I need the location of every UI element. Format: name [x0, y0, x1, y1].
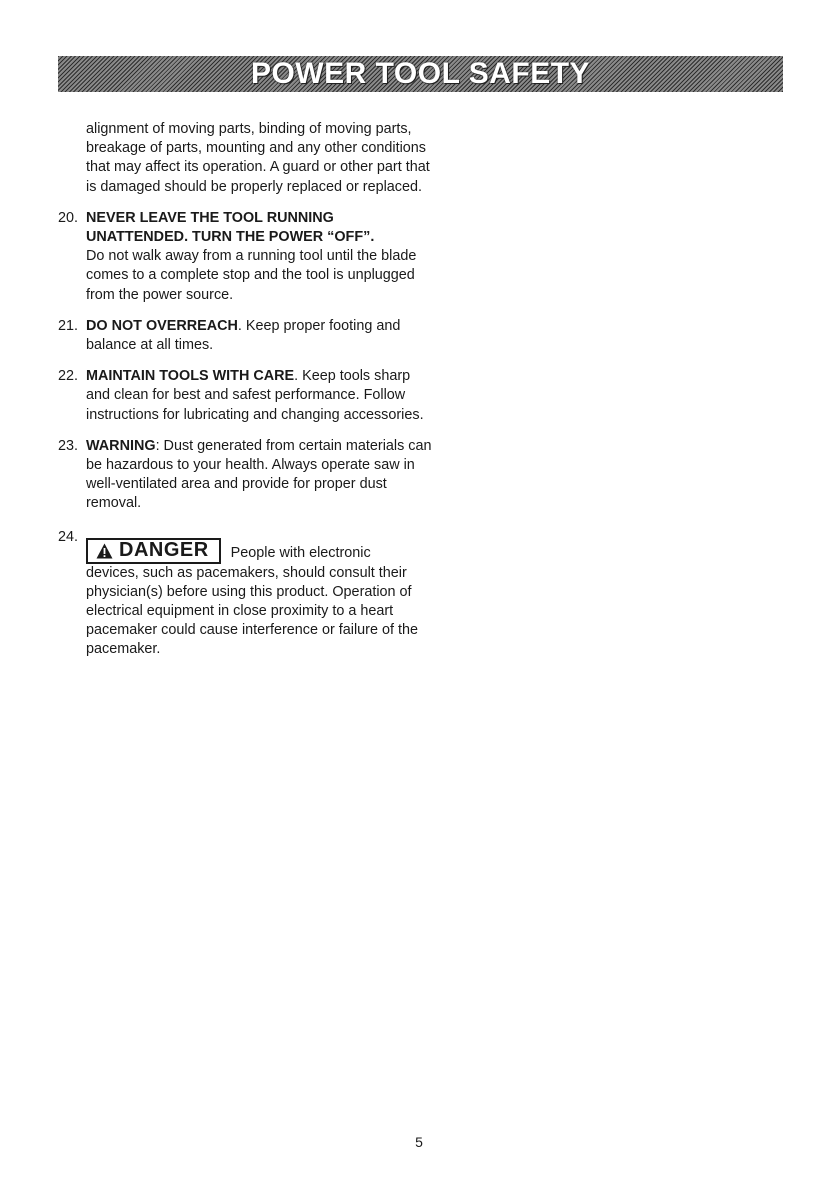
safety-rule-21	[58, 317, 438, 355]
safety-rule-22	[58, 367, 438, 425]
rule-heading: DO NOT OVERREACH	[86, 317, 238, 334]
safety-rule-23	[58, 437, 438, 514]
rule-heading: MAINTAIN TOOLS WITH CARE	[86, 368, 295, 385]
rule-text: . Keep proper footing and balance at all times.	[86, 317, 401, 354]
rule-number: 24.	[58, 528, 79, 545]
safety-rule-24	[58, 526, 438, 660]
rule-text: : Dust generated from certain materials can be hazardous to your health. Always operate saw in well-ventilated area and provide for proper dust removal.	[86, 437, 432, 512]
rule-text: . Keep tools sharp and clean for best and safest performance. Follow instructions for lubricating and changing accessories.	[86, 368, 424, 423]
danger-line	[86, 526, 438, 564]
warning-triangle-icon	[96, 543, 113, 559]
rule-number: 22.	[58, 368, 79, 385]
danger-lead-text: People with electronic	[230, 545, 371, 562]
rule-number: 20.	[58, 209, 79, 226]
safety-rules-body	[58, 120, 438, 660]
section-title: POWER TOOL SAFETY	[250, 57, 591, 90]
danger-signal-box	[86, 538, 221, 564]
danger-text: devices, such as pacemakers, should consult their physician(s) before using this product. Operation of electrical equipment in close proximity to a heart pacemaker could cause interference or failure of the pacemaker.	[86, 564, 418, 658]
rule-text: Do not walk away from a running tool until the blade comes to a complete stop and the tool is unplugged from the power source.	[86, 248, 417, 303]
rule-number: 23.	[58, 437, 79, 454]
rule-heading: WARNING	[86, 437, 156, 454]
continued-paragraph: alignment of moving parts, binding of moving parts, breakage of parts, mounting and any other conditions that may affect its operation. A guard or other part that is damaged should be properly replaced or replaced.	[86, 121, 430, 195]
section-header-banner	[58, 56, 783, 92]
rule-heading: NEVER LEAVE THE TOOL RUNNING UNATTENDED. TURN THE POWER “OFF”.	[86, 209, 375, 246]
safety-rule-20	[58, 209, 438, 305]
danger-label: DANGER	[119, 539, 209, 562]
page-number: 5	[415, 1134, 423, 1150]
rule-number: 21.	[58, 317, 79, 334]
